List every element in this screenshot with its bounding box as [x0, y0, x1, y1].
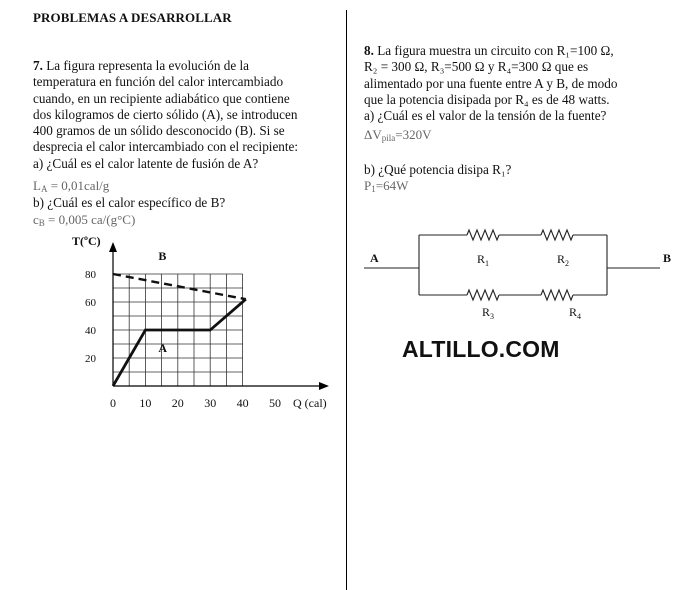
resistor-r2: [541, 230, 573, 240]
x-tick-label: 20: [171, 396, 184, 410]
problem-7-question-b: b) ¿Cuál es el calor específico de B?: [33, 195, 226, 210]
x-tick-label: 10: [139, 396, 152, 410]
y-axis-label: T(ºC): [72, 234, 101, 248]
x-axis-label: Q (cal): [293, 396, 327, 410]
problem-8-question-b: b) ¿Qué potencia disipa R₁?: [364, 162, 512, 177]
problem-7-question-a: a) ¿Cuál es el calor latente de fusión de A?: [33, 155, 259, 171]
series-a-label: A: [158, 341, 168, 355]
node-b-label: B: [663, 251, 672, 265]
temperature-heat-chart: [60, 228, 350, 418]
problem-8-line-4: que la potencia disipada por R₄ es de 48 watts.: [364, 91, 610, 107]
x-tick-label: 30: [204, 396, 217, 410]
y-tick-label: 20: [85, 353, 96, 365]
problem-7-answer-a: $L_A = 0,01cal/g$: [33, 178, 110, 194]
x-tick-label: 0: [110, 396, 116, 410]
r2-label: $R_2$: [557, 252, 570, 268]
problem-8-answer-a: $\Delta V_{pila}=320V$: [364, 127, 432, 143]
problem-7-line-4: dos kilogramos de cierto sólido (A), se introducen: [33, 106, 298, 122]
problem-8-number: 8.: [364, 43, 374, 58]
problem-8-line-3: alimentado por una fuente entre A y B, de modo: [364, 75, 618, 91]
problem-8-line-2: R₂ = 300 Ω, R₃=500 Ω y R₄=300 Ω que es: [364, 59, 589, 75]
problem-8-statement: [364, 43, 617, 124]
problem-7-line-2: temperatura en función del calor intercambiado: [33, 74, 284, 90]
circuit-diagram: [364, 225, 684, 325]
r1-label: $R_1$: [477, 252, 490, 268]
r3-label: $R_3$: [482, 305, 495, 321]
x-tick-label: 50: [269, 396, 281, 410]
problem-8-answer-b: $P_1=64W$: [364, 178, 409, 194]
problem-7-line-1: La figura representa la evolución de la: [46, 58, 250, 73]
problem-8-line-1: La figura muestra un circuito con R₁=100 Ω,: [373, 43, 614, 58]
series-b-label: B: [158, 249, 167, 263]
problem-7-line-5: 400 gramos de un sólido desconocido (B). Si se: [33, 123, 285, 139]
problem-7-line-6: desprecia el calor intercambiado con el recipiente:: [33, 139, 299, 155]
node-a-label: A: [370, 251, 379, 265]
problem-7-answer-b: $c_B = 0,005$ ca/(g°C): [33, 212, 136, 228]
problem-7-line-3: cuando, en un recipiente adiabático que contiene: [33, 90, 290, 106]
resistor-r3: [467, 290, 499, 300]
page-title: PROBLEMAS A DESARROLLAR: [33, 10, 232, 25]
x-axis-arrow: [319, 382, 329, 390]
y-axis-arrow: [109, 242, 117, 252]
altillo-watermark: ALTILLO.COM: [402, 336, 560, 362]
problem-7-statement: [33, 58, 298, 172]
y-tick-label: 40: [85, 325, 96, 337]
r4-label: $R_4$: [569, 305, 582, 321]
series-b-line: [113, 274, 246, 299]
resistor-r4: [541, 290, 573, 300]
resistor-r1: [467, 230, 499, 240]
y-tick-label: 60: [85, 297, 96, 309]
y-tick-label: 80: [85, 269, 96, 281]
x-tick-label: 40: [236, 396, 249, 410]
problem-8-question-a: a) ¿Cuál es el valor de la tensión de la fuente?: [364, 108, 607, 124]
problem-7-number: 7.: [33, 58, 43, 73]
series-a-line: [113, 299, 246, 386]
